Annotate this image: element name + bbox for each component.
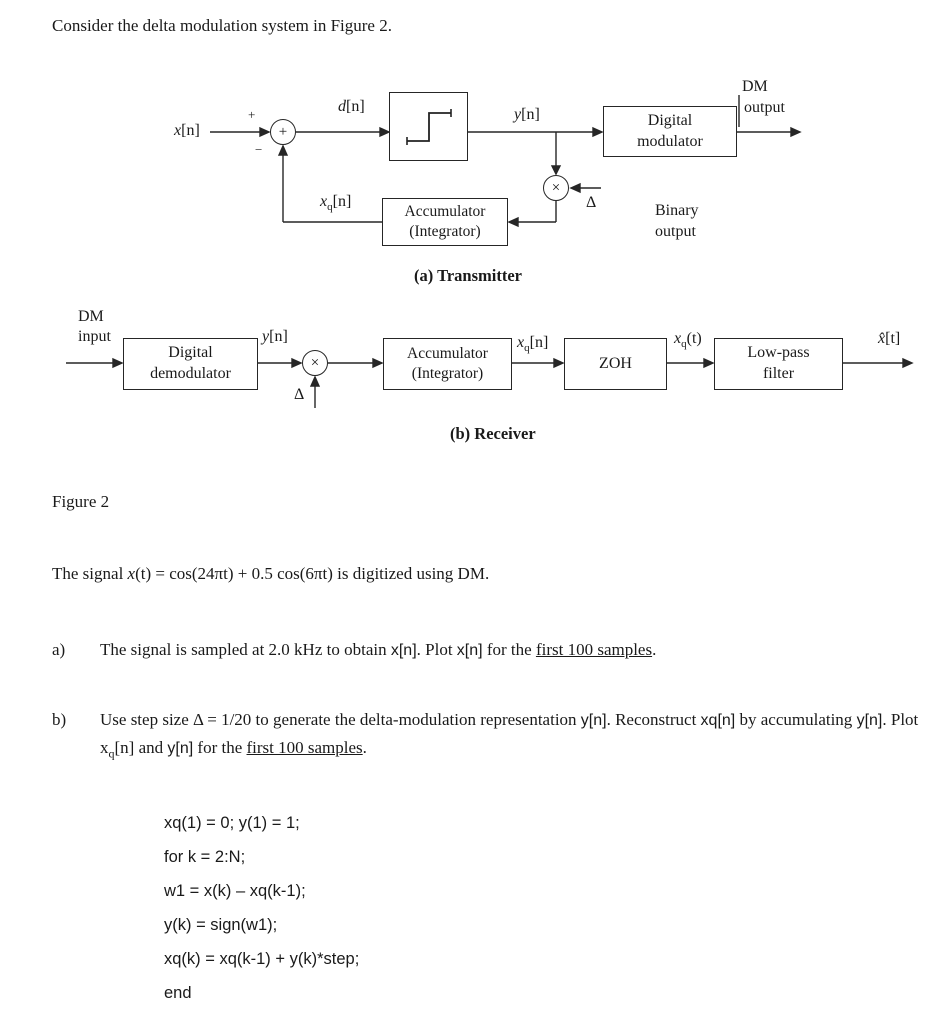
- item-a-text: The signal is sampled at 2.0 kHz to obtain x[n]. Plot x[n] for the first 100 samples.: [100, 640, 657, 659]
- transmitter-caption: (a) Transmitter: [414, 266, 522, 285]
- binary-output-line1: Binary: [655, 202, 699, 219]
- accumulator-rx-line1: Accumulator: [407, 344, 488, 362]
- xq-n-inline: xq[n]: [700, 712, 736, 729]
- x-n-inline-2: x[n]: [456, 642, 483, 659]
- binary-output-label: [655, 200, 699, 242]
- underlined-phrase-a: first 100 samples: [535, 640, 653, 659]
- binary-output-line2: output: [655, 223, 696, 240]
- receiver-caption: (b) Receiver: [450, 424, 536, 443]
- demodulator-line2: demodulator: [150, 365, 231, 382]
- code-line-1: xq(1) = 0; y(1) = 1;: [164, 814, 300, 832]
- summing-junction: [270, 119, 296, 145]
- lpf-line2: filter: [762, 365, 795, 382]
- sign-function-icon: [403, 104, 455, 150]
- x-n-inline-1: x[n]: [390, 642, 417, 659]
- item-b-text: Use step size Δ = 1/20 to generate the delta-modulation representation y[n]. Reconstruct xq[n] by accumulating y[n]. Plot $x_q[n]$ and y[n] for the first 100 samples.: [100, 710, 919, 761]
- code-line-4: y(k) = sign(w1);: [164, 916, 278, 934]
- dm-output-label-2: output: [744, 99, 785, 116]
- code-line-5: xq(k) = xq(k-1) + y(k)*step;: [164, 950, 360, 968]
- delta-label-tx: Δ: [586, 194, 597, 211]
- digital-modulator-line2: modulator: [637, 132, 703, 150]
- multiply-symbol-tx: ×: [551, 179, 561, 196]
- underlined-phrase-b: first 100 samples: [246, 738, 363, 757]
- accumulator-block-tx: [382, 198, 508, 246]
- accumulator-rx-line2: (Integrator): [411, 365, 484, 382]
- y-n-inline-1: y[n]: [580, 712, 607, 729]
- d-n-label: d[n]: [338, 98, 365, 115]
- signal-text-1: The signal: [52, 564, 128, 583]
- signal-text-2: (t) = cos(24πt) + 0.5 cos(6πt) is digitized using DM.: [135, 564, 490, 583]
- sum-symbol: +: [278, 123, 288, 140]
- y-n-inline-2: y[n]: [856, 712, 883, 729]
- multiplier-rx: [302, 350, 328, 376]
- xq-n-label-rx: $x_q[n]$: [517, 334, 549, 355]
- lpf-line1: Low-pass: [747, 344, 810, 362]
- matlab-code-block: [164, 806, 359, 1010]
- x-input-label: x[n]: [174, 122, 200, 139]
- zoh-block: [564, 338, 667, 390]
- multiply-symbol-rx: ×: [310, 354, 320, 371]
- code-line-3: w1 = x(k) – xq(k-1);: [164, 882, 306, 900]
- y-n-inline-3: y[n]: [167, 740, 194, 757]
- demodulator-line1: Digital: [168, 344, 213, 362]
- quantizer-block: [389, 92, 468, 161]
- y-n-label-rx: y[n]: [262, 328, 288, 345]
- item-b-label: b): [52, 710, 67, 729]
- figure-caption: Figure 2: [52, 492, 110, 511]
- signal-var: x: [127, 564, 136, 583]
- code-line-6: end: [164, 984, 192, 1002]
- xhat-t-label: x̂[t]: [878, 330, 901, 347]
- item-a-label: a): [52, 640, 66, 659]
- digital-demodulator-block: [123, 338, 258, 390]
- delta-label-rx: Δ: [294, 386, 305, 403]
- intro-text: Consider the delta modulation system in Figure 2.: [52, 16, 392, 35]
- dm-output-label-1: DM: [742, 78, 768, 95]
- zoh-label: ZOH: [599, 354, 632, 372]
- xq-n-label-tx: $x_q[n]$: [320, 193, 352, 214]
- digital-modulator-line1: Digital: [647, 111, 693, 129]
- accumulator-block-rx: [383, 338, 512, 390]
- plus-sign: +: [248, 107, 256, 122]
- dm-input-label-2: input: [78, 328, 111, 345]
- accumulator-tx-line1: Accumulator: [404, 202, 486, 220]
- digital-modulator-block: [603, 106, 737, 157]
- minus-sign: −: [255, 142, 263, 157]
- accumulator-tx-line2: (Integrator): [409, 223, 481, 240]
- y-n-label-tx: y[n]: [514, 106, 540, 123]
- multiplier-tx: [543, 175, 569, 201]
- lowpass-filter-block: [714, 338, 843, 390]
- xq-t-label: $x_q(t)$: [674, 330, 702, 351]
- dm-input-label-1: DM: [78, 308, 104, 325]
- signal-description: [52, 560, 489, 587]
- code-line-2: for k = 2:N;: [164, 848, 246, 866]
